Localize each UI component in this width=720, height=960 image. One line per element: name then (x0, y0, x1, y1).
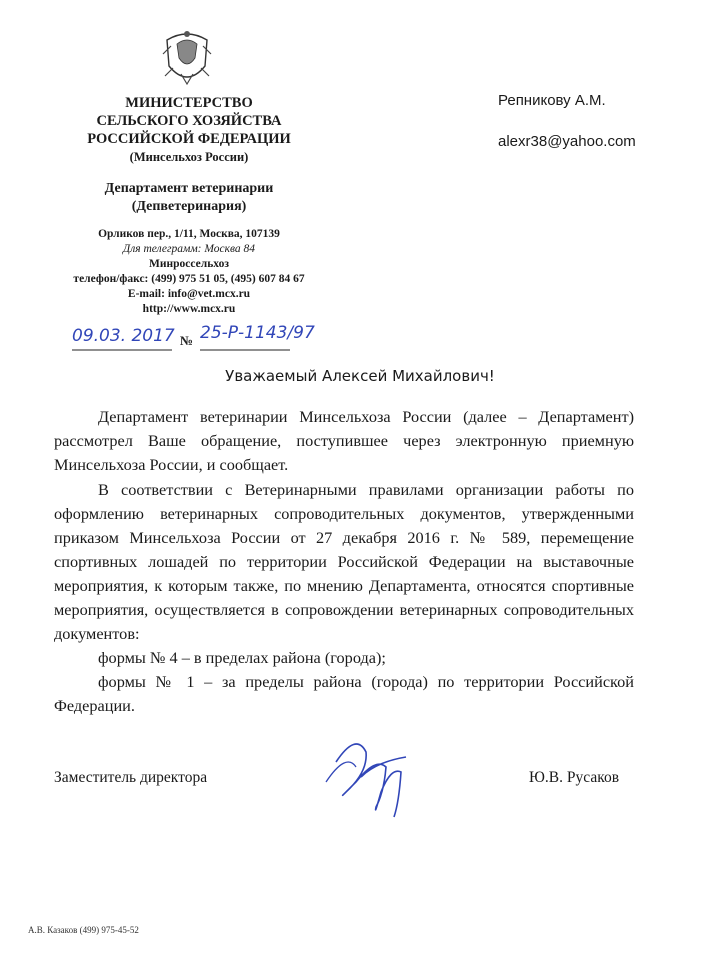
telegram-label: Для телеграмм: Москва 84 (122, 243, 256, 255)
address: Орликов пер., 1/11, Москва, 107139 (98, 228, 280, 240)
recipient-name: Репникову А.М. (498, 92, 606, 109)
paragraph: В соответствии с Ветеринарными правилами организации работы по оформлению ветеринарных сопроводительных документов, утвержденными приказом Минсельхоза России от 27 декабря 2016 г. № 589, перемещение спортивных лошадей по территории Российской Федерации на выставочные мероприятия, к которым также, по мнению Департамента, относятся спортивные мероприятия, осуществляется в сопровождении ветеринарных сопроводительных документов: (54, 480, 634, 643)
ministry-line: МИНИСТЕРСТВО (125, 95, 253, 111)
department-line: Департамент ветеринарии (104, 181, 274, 196)
number-sign: № (180, 333, 194, 348)
department-short-name: (Депветеринария) (131, 199, 247, 214)
salutation: Уважаемый Алексей Михайлович! (225, 367, 495, 385)
coat-of-arms-icon (159, 26, 215, 90)
ministry-line: РОССИЙСКОЙ ФЕДЕРАЦИИ (87, 131, 291, 147)
ministry-line: СЕЛЬСКОГО ХОЗЯЙСТВА (96, 113, 282, 129)
department-name (60, 180, 318, 216)
recipient-email: alexr38@yahoo.com (498, 133, 636, 150)
department-email: E-mail: info@vet.mcx.ru (127, 288, 251, 300)
telegram-value: Минроссельхоз (149, 258, 229, 270)
letter-body-paragraph-2 (54, 478, 634, 718)
signatory-name: Ю.В. Русаков (529, 769, 620, 786)
contact-block (60, 227, 318, 317)
paragraph: формы № 1 – за пределы района (города) по территории Российской Федерации. (54, 672, 634, 715)
letter-body-paragraph-1 (54, 405, 634, 477)
paragraph: формы № 4 – в пределах района (города); (98, 648, 386, 667)
registration-date: 09.03. 2017 (72, 326, 175, 346)
signature-icon (306, 722, 426, 822)
signatory-role: Заместитель директора (54, 769, 208, 786)
ministry-short-name: (Минсельхоз России) (129, 150, 249, 164)
phone-fax: телефон/факс: (499) 975 51 05, (495) 607 84 67 (73, 273, 305, 285)
paragraph: Департамент ветеринарии Минсельхоза России (далее – Департамент) рассмотрел Ваше обращение, поступившее через электронную приемную Минсельхоза России, и сообщает. (54, 407, 634, 474)
ministry-name (60, 94, 318, 166)
website: http://www.mcx.ru (142, 303, 236, 315)
executor-footer: А.В. Казаков (499) 975-45-52 (28, 925, 139, 935)
registration-number: 25-Р-1143/97 (200, 323, 315, 343)
